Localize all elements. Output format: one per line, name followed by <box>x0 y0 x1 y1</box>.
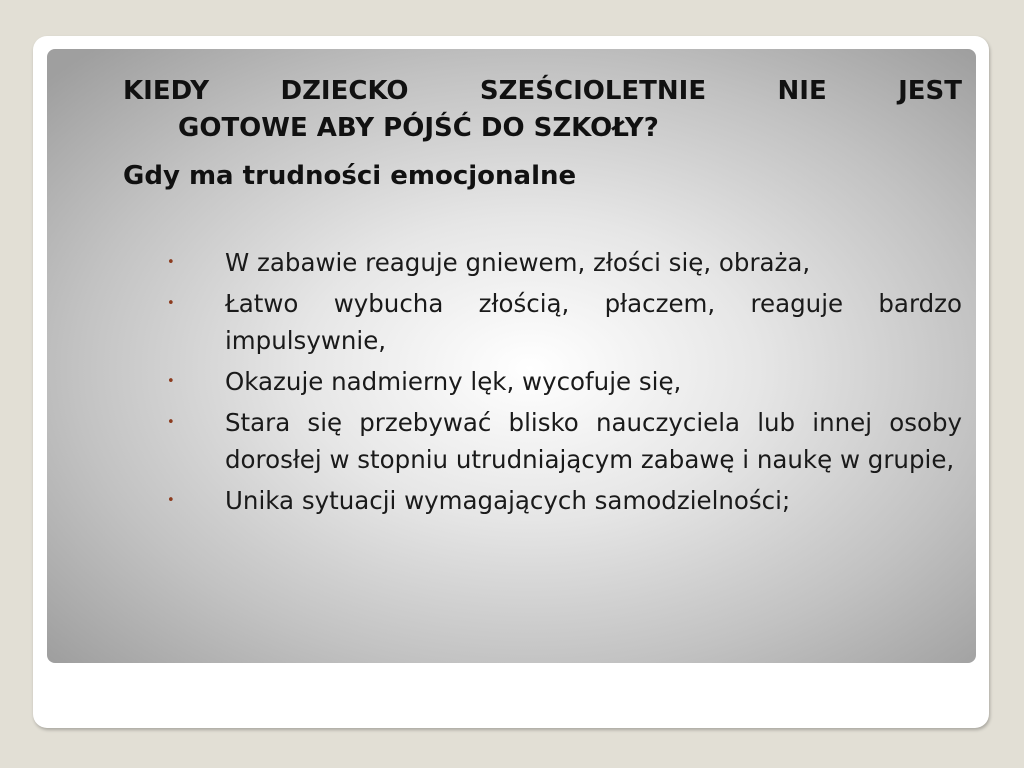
bullet-item <box>167 285 962 359</box>
bullet-item <box>167 404 962 478</box>
bullet-item <box>167 482 962 519</box>
bullet-text: Okazuje nadmierny lęk, wycofuje się, <box>225 367 682 396</box>
slide-subtitle: Gdy ma trudności emocjonalne <box>123 161 577 191</box>
bullet-icon: • <box>167 415 175 430</box>
slide-frame <box>33 36 989 728</box>
bullet-text: Unika sytuacji wymagających samodzielności; <box>225 486 791 515</box>
bullet-text: W zabawie reaguje gniewem, złości się, obraża, <box>225 248 811 277</box>
content-panel <box>47 49 976 663</box>
bullet-item <box>167 363 962 400</box>
bullet-text: Stara się przebywać blisko nauczyciela lub innej osoby dorosłej w stopniu utrudniającym zabawę i naukę w grupie, <box>225 408 962 474</box>
bullet-icon: • <box>167 374 175 389</box>
bullet-text: Łatwo wybucha złością, płaczem, reaguje bardzo impulsywnie, <box>225 289 962 355</box>
slide-title-line-2: GOTOWE ABY PÓJŚĆ DO SZKOŁY? <box>178 113 659 143</box>
slide-title <box>123 73 962 147</box>
slide-title-line-1: KIEDY DZIECKO SZEŚCIOLETNIE NIE JEST <box>123 76 962 106</box>
bullet-icon: • <box>167 296 175 311</box>
bullet-icon: • <box>167 493 175 508</box>
bullet-list <box>167 244 962 523</box>
bullet-item <box>167 244 962 281</box>
bullet-icon: • <box>167 255 175 270</box>
